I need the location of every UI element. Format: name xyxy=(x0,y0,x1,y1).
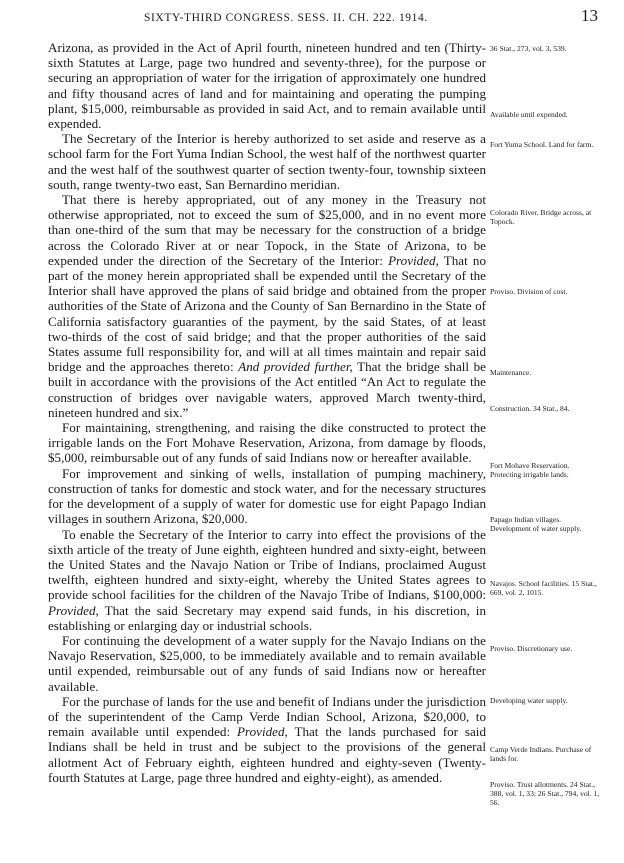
margin-note: 36 Stat., 273, vol. 3, 539. xyxy=(490,44,567,53)
margin-note: Proviso. Discretionary use. xyxy=(490,644,573,653)
camp-verde-text-2: That the lands purchased for said Indians shall be held in trust and be subject to the provisions of the general allotment Act of February eighth, eighteen hundred and eighty-seven (Twenty-fourth Statutes at Large, page three hundred and eighty-eight), as amended. xyxy=(48,724,486,785)
margin-note: Available until expended. xyxy=(490,110,568,119)
margin-note: Colorado River. Bridge across, at Topock. xyxy=(490,208,592,226)
margin-note: Fort Yuma School. Land for farm. xyxy=(490,140,594,149)
proviso-further-italic: And provided further, xyxy=(238,359,353,375)
margin-note: Developing water supply. xyxy=(490,696,568,705)
margin-note: Papago Indian villages. Development of water supply. xyxy=(490,515,582,533)
proviso-italic: Provided, xyxy=(237,724,288,740)
paragraph-fort-yuma-school-farm: The Secretary of the Interior is hereby authorized to set aside and reserve as a school farm for the Fort Yuma Indian School, the west half of the northwest quarter and the west half of the southwest quarter of section twenty-four, township sixteen south, range twenty-two east, San Bernardino meridian. xyxy=(48,131,486,192)
paragraph-papago-wells: For improvement and sinking of wells, installation of pumping machinery, construction of tanks for domestic and stock water, and for the necessary structures for the development of a supply of water for domestic use for eight Papago Indian villages in southern Arizona, $20,000. xyxy=(48,465,486,527)
camp-verde-text-1: For the purchase of lands for the use and benefit of Indians under the jurisdiction of the superintendent of the Camp Verde Indian School, Arizona, $20,000, to remain available until expended: xyxy=(48,693,486,740)
navajo-schools-text-2: That the said Secretary may expend said funds, in his discretion, in establishing or enlarging day or industrial schools. xyxy=(48,602,486,633)
paragraph-fort-mohave-dike: For maintaining, strengthening, and raising the dike constructed to protect the irrigable lands on the Fort Mohave Reservation, Arizona, from damage by floods, $5,000, reimbursable out of any funds of said Indians now or hereafter available. xyxy=(48,420,486,466)
margin-note: Camp Verde Indians. Purchase of lands for. xyxy=(490,745,592,763)
navajo-schools-text-1: To enable the Secretary of the Interior to carry into effect the provisions of the sixth article of the treaty of June eighth, eighteen hundred and sixty-eight, between the United States and the Navajo Nation or Tribe of Indians, proclaimed August twelfth, eighteen hundred and sixty-eight, whereby the United States agrees to provide school facilities for the children of the Navajo Tribe of Indians, $100,000: xyxy=(48,526,486,603)
running-head: SIXTY-THIRD CONGRESS. SESS. II. CH. 222. 1914. xyxy=(144,12,428,24)
margin-note: Proviso. Trust allotments. 24 Stat., 388, vol. 1, 33; 26 Stat., 794, vol. 1, 56. xyxy=(490,780,600,807)
margin-note: Maintenance. xyxy=(490,368,532,377)
paragraph-navajo-water: For continuing the development of a water supply for the Navajo Indians on the Navajo Reservation, $25,000, to be immediately available and to remain available until expended, reimbursable out of any funds of said Indians now or hereafter available. xyxy=(48,632,486,694)
margin-note: Construction. 34 Stat., 84. xyxy=(490,404,570,413)
colorado-bridge-text-3: That the bridge shall be built in accordance with the provisions of the Act entitled “An Act to regulate the construction of bridges over navigable waters, approved March twenty-third, nineteen hundred and six.” xyxy=(48,359,486,420)
proviso-italic: Provided, xyxy=(48,602,99,618)
colorado-bridge-text-1: That there is hereby appropriated, out of any money in the Treasury not otherwise appropriated, not to exceed the sum of $25,000, and in no event more than one-third of the sum that may be necessary for the construction of a bridge across the Colorado River at or near Topock, in the State of Arizona, to be expended under the direction of the Secretary of the Interior: xyxy=(48,192,486,268)
margin-note: Navajos. School facilities. 15 Stat., 669, vol. 2, 1015. xyxy=(490,579,597,597)
proviso-italic: Provided, xyxy=(388,252,439,268)
colorado-bridge-text-2: That no part of the money herein appropriated shall be expended until the Secretary of the Interior shall have approved the plans of said bridge and obtained from the proper authorities of the State of Arizona and the County of San Bernardino in the State of California satisfactory guaranties of the payment, by the said States, of at least two-thirds of the cost of said bridge; and that the proper authorities of the said States assume full responsibility for, and will at all times maintain and repair said bridge and the approaches thereto: xyxy=(48,252,486,375)
page-number: 13 xyxy=(581,6,598,25)
paragraph-arizona-pumping-plant: Arizona, as provided in the Act of April fourth, nineteen hundred and ten (Thirty-sixth Statutes at Large, page two hundred and seventy-three), for the purpose or securing an appropriation of water for the irrigation of approximately one hundred and fifty thousand acres of land and for maintaining and operating the pumping plant, $15,000, reimbursable as provided in said Act, and to remain available until expended. xyxy=(48,40,486,132)
margin-note: Fort Mohave Reservation. Protecting irrigable lands. xyxy=(490,461,570,479)
margin-note: Proviso. Division of cost. xyxy=(490,287,568,296)
